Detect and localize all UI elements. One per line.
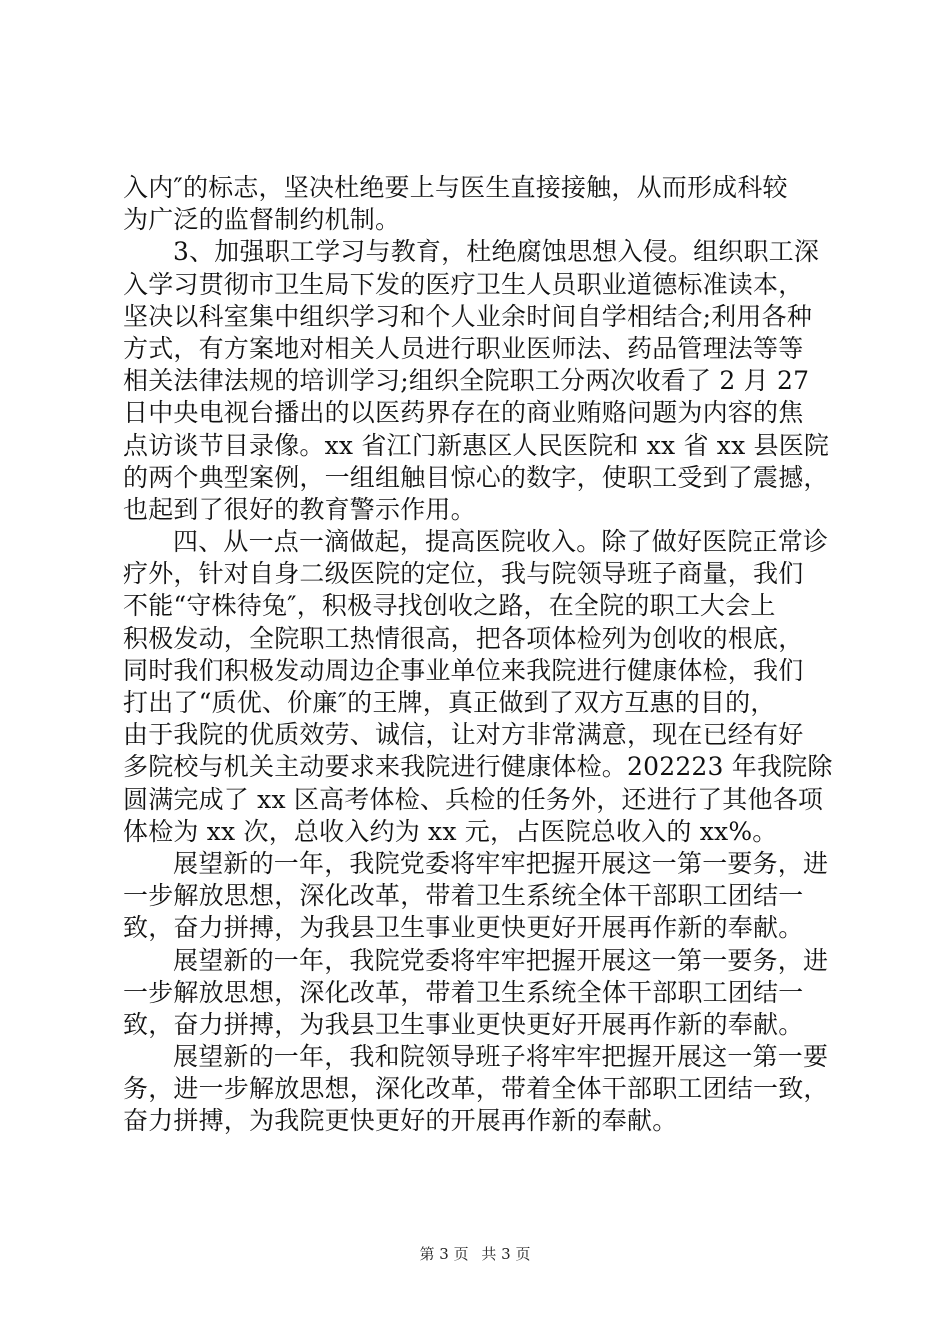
- page-footer: [0, 1244, 950, 1264]
- document-body: [123, 172, 843, 1138]
- text-line: 圆满完成了 xx 区高考体检、兵检的任务外，还进行了其他各项: [123, 784, 824, 814]
- text-line: 务，进一步解放思想，深化改革，带着全体干部职工团结一致，: [123, 1074, 829, 1104]
- text-line: 也起到了很好的教育警示作用。: [123, 494, 476, 524]
- text-line: 展望新的一年，我和院领导班子将牢牢把握开展这一第一要: [173, 1042, 829, 1072]
- text-line: 致，奋力拼搏，为我县卫生事业更快更好开展再作新的奉献。: [123, 913, 804, 943]
- page-total: 共 3 页: [481, 1245, 531, 1263]
- text-line: 致，奋力拼搏，为我县卫生事业更快更好开展再作新的奉献。: [123, 1009, 804, 1039]
- text-line: 打出了“质优、价廉″的王牌，真正做到了双方互惠的目的，: [123, 688, 776, 717]
- text-line: 一步解放思想，深化改革，带着卫生系统全体干部职工团结一: [123, 977, 804, 1007]
- text-line: 同时我们积极发动周边企事业单位来我院进行健康体检，我们: [123, 655, 804, 685]
- text-line: 相关法律法规的培训学习;组织全院职工分两次收看了 2 月 27: [123, 366, 810, 396]
- text-line: 由于我院的优质效劳、诚信，让对方非常满意，现在已经有好: [123, 720, 804, 750]
- text-line: 疗外，针对自身二级医院的定位，我与院领导班子商量，我们: [123, 559, 804, 589]
- text-line: 展望新的一年，我院党委将牢牢把握开展这一第一要务，进: [173, 848, 829, 878]
- text-line: 坚决以科室集中组织学习和个人业余时间自学相结合;利用各种: [123, 301, 813, 331]
- text-line: 积极发动，全院职工热情很高，把各项体检列为创收的根底，: [123, 623, 804, 653]
- text-line: 多院校与机关主动要求来我院进行健康体检。202223 年我院除: [123, 752, 833, 782]
- text-line: 点访谈节目录像。xx 省江门新惠区人民医院和 xx 省 xx 县医院: [123, 430, 830, 460]
- text-line: 的两个典型案例，一组组触目惊心的数字，使职工受到了震撼，: [123, 462, 829, 492]
- text-line: 入内″的标志，坚决杜绝要上与医生直接接触，从而形成科较: [123, 173, 788, 202]
- text-line: 不能“守株待兔″，积极寻找创收之路，在全院的职工大会上: [123, 591, 776, 621]
- text-line: 日中央电视台播出的以医药界存在的商业贿赂问题为内容的焦: [123, 398, 804, 428]
- text-line: 3、加强职工学习与教育，杜绝腐蚀思想入侵。组织职工深: [173, 237, 820, 267]
- text-line: 四、从一点一滴做起，提高医院收入。除了做好医院正常诊: [173, 527, 829, 557]
- text-line: 方式，有方案地对相关人员进行职业医师法、药品管理法等等: [123, 333, 804, 363]
- page-number: 第 3 页: [419, 1245, 469, 1263]
- text-line: 体检为 xx 次，总收入约为 xx 元，占医院总收入的 xx%。: [123, 816, 778, 846]
- text-line: 入学习贯彻市卫生局下发的医疗卫生人员职业道德标准读本，: [123, 269, 804, 299]
- text-line: 一步解放思想，深化改革，带着卫生系统全体干部职工团结一: [123, 881, 804, 911]
- text-line: 为广泛的监督制约机制。: [123, 205, 401, 235]
- text-line: 奋力拼搏，为我院更快更好的开展再作新的奉献。: [123, 1106, 678, 1136]
- text-line: 展望新的一年，我院党委将牢牢把握开展这一第一要务，进: [173, 945, 829, 975]
